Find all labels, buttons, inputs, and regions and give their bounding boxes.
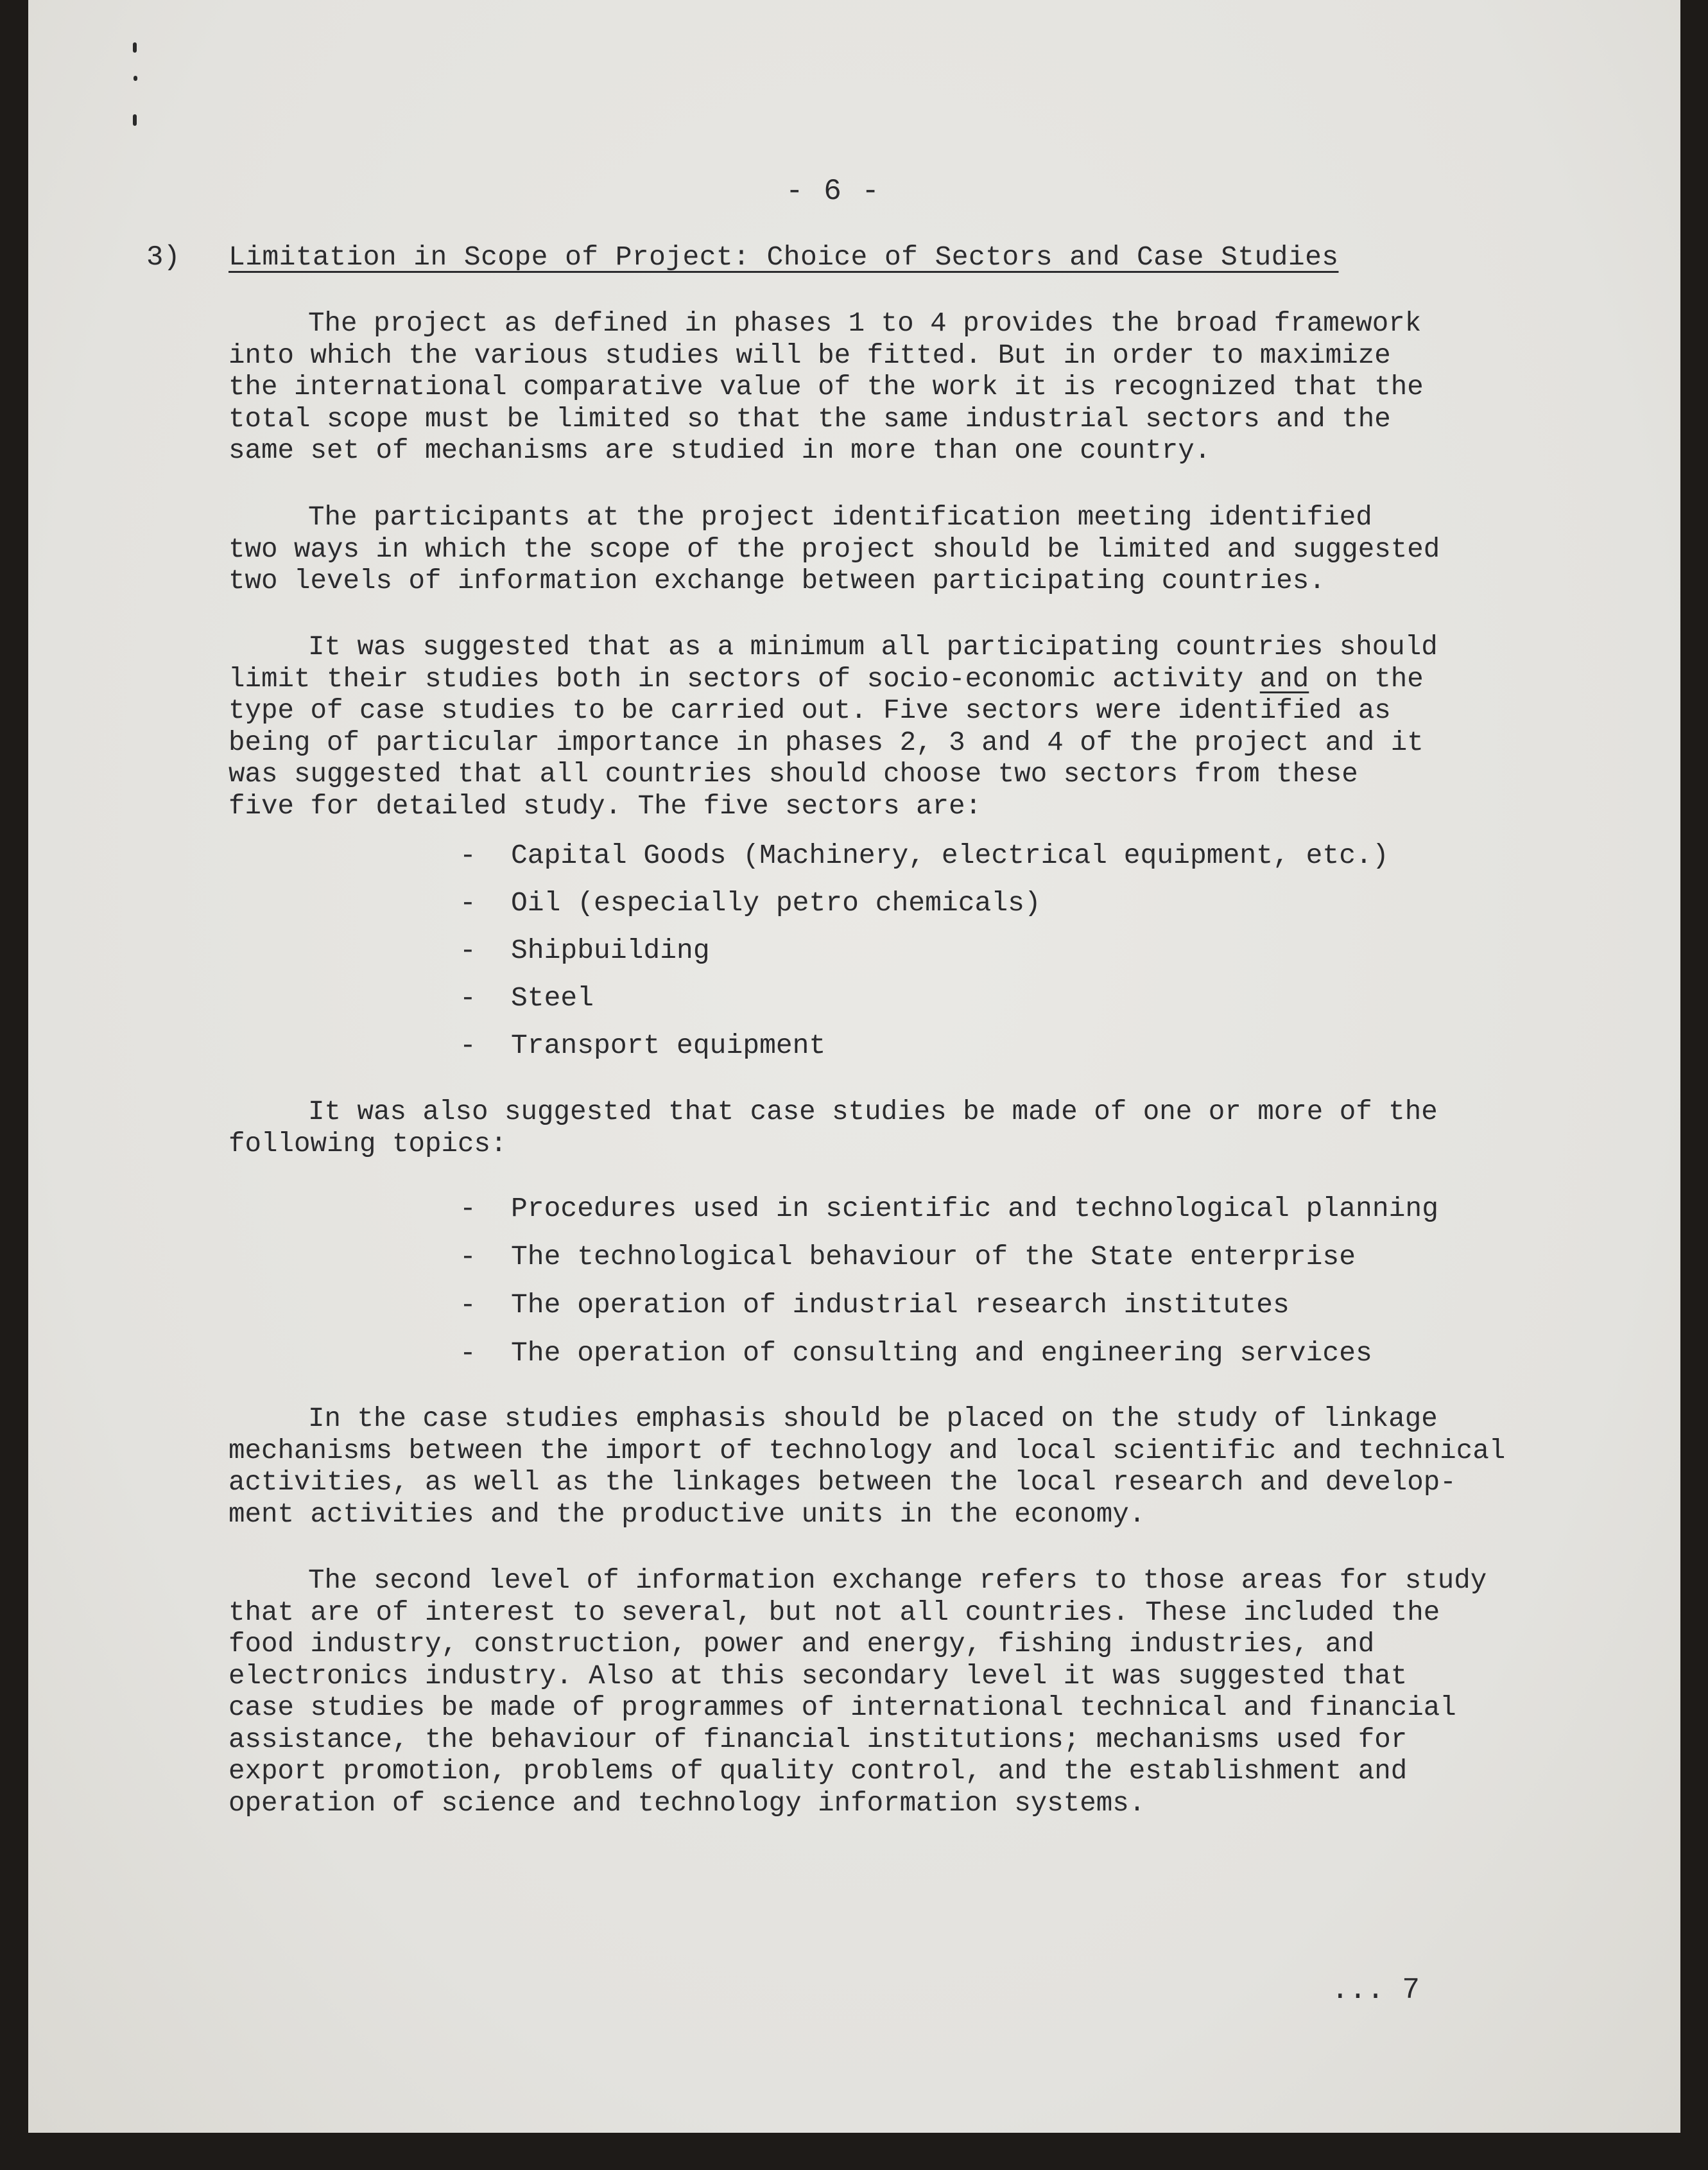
continuation-marker: ... 7: [1331, 1974, 1420, 2007]
paragraph-4: It was also suggested that case studies be made of one or more of the following topics:: [229, 1097, 1438, 1159]
document-page: [28, 0, 1680, 2133]
list-item: - Shipbuilding: [460, 935, 1389, 982]
punch-mark: [134, 76, 137, 81]
paragraph-3-text: It was suggested that as a minimum all participating countries should limit their studies both in sectors of socio-economic activity: [229, 632, 1438, 695]
list-item: - The technological behaviour of the State enterprise: [460, 1241, 1438, 1289]
paragraph-5: In the case studies emphasis should be placed on the study of linkage mechanisms between the import of technology and local scientific and technical activities, as well as the linkages between the local research and develop- ment activities and the productive units in the economy.: [229, 1403, 1506, 1530]
list-item: - Oil (especially petro chemicals): [460, 887, 1389, 935]
page-number: - 6 -: [786, 175, 881, 208]
topics-list: [460, 1193, 1438, 1385]
list-item: - Capital Goods (Machinery, electrical equipment, etc.): [460, 840, 1389, 887]
paragraph-6: The second level of information exchange refers to those areas for study that are of interest to several, but not all countries. These included the food industry, construction, power and energy, fishing industries, and electronics industry. Also at this secondary level it was suggested that case studies be made of programmes of international technical and financial assistance, the behaviour of financial institutions; mechanisms used for export promotion, problems of quality control, and the establishment and operation of science and technology information systems.: [229, 1565, 1487, 1819]
paragraph-2: The participants at the project identification meeting identified two ways in which the scope of the project should be limited and suggested two levels of information exchange between participating countries.: [229, 502, 1440, 596]
list-item: - The operation of industrial research institutes: [460, 1289, 1438, 1337]
list-item: - Steel: [460, 982, 1389, 1030]
punch-mark: [133, 114, 137, 126]
paragraph-3: [229, 632, 1512, 822]
paragraph-1: The project as defined in phases 1 to 4 provides the broad framework into which the various studies will be fitted. But in order to maximize the international comparative value of the work it is recognized that the total scope must be limited so that the same industrial sectors and the same set of mechanisms are studied in more than one country.: [229, 308, 1424, 466]
list-item: - Procedures used in scientific and technological planning: [460, 1193, 1438, 1241]
section-number: 3): [146, 241, 180, 273]
punch-mark: [133, 42, 137, 53]
list-item: - Transport equipment: [460, 1030, 1389, 1077]
paragraph-3-text-cont: on the type of case studies to be carried out. Five sectors were identified as being of particular importance in phases 2, 3 and 4 of the project and it was suggested that all countries should choose two sectors from these five for detailed study. The five sectors are:: [229, 663, 1424, 822]
sectors-list: [460, 840, 1389, 1077]
underlined-and: and: [1259, 663, 1309, 695]
list-item: - The operation of consulting and engineering services: [460, 1337, 1438, 1385]
section-heading: Limitation in Scope of Project: Choice of Sectors and Case Studies: [229, 241, 1339, 273]
